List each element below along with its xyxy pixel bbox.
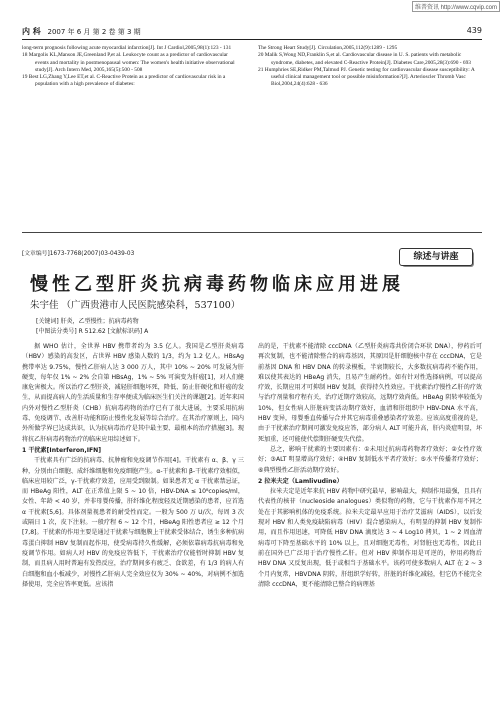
- intro-paragraph: 据 WHO 估计，全世界 HBV 携带者约为 3.5 亿人。我国是乙型肝炎病毒（HBV）感染的高发区，占世界 HBV 感染人数的 1/3，约为 1.2 亿人。HBsAg 携带率达 9.75%，慢性乙肝病人达 3 000 万人，其中 10% ~ 20% 可发展为肝硬变，每年仅 1% ~ 2% 会自第 HBsAg，1% ~ 5% 可演变为肝癌[1]，对人们健康危害极大。所以治疗乙型肝炎，减轻肝细胞坏死，降低、防止肝硬化和肝癌的发生，从而提高病人的生活质量和生存率便成为临床医生们关注的课题[2]。近年来国内外对慢性乙型肝炎（CHB）抗病毒药物的治疗已有了很大进展，主要采用抗病毒、免疫调节、改善肝功能和防止慢性化发展等综合治疗。在其治疗原则上，国内外所做学界已达成共识，认为抗病毒治疗是其中最主要、最根本的治疗措施[3]。现将抗乙肝病毒药物治疗的临床应用综述如下。: [22, 343, 244, 443]
- issue-info: 2007 年 6 月 第 2 卷 第 3 期: [47, 28, 141, 36]
- article-author: 朱宇佳 （广西贵港市人民医院感染科，537100）: [30, 300, 241, 311]
- section-heading: 2 拉米夫定（Lamlivudine）: [258, 477, 343, 485]
- reference-entry: 18 Margolis KL,Manson JE,Greenland P,et al. Leukocyte count as a predictor of cardiovascular events and mortality in postmenopausal women: The women's health initiative observational study[J]. Arch Intern Med, 2005,165(5):500 - 508: [22, 52, 235, 73]
- left-column: [22, 342, 244, 590]
- reference-entry: 19 Best LG,Zhang Y,Lee ET,et al. C-Reactive Protein as a predictor of cardiovascular risk in a population with a high prevalence of diabetes:: [22, 74, 226, 88]
- watermark: 维普资讯 http://www.cqvip.com: [412, 1, 500, 12]
- running-header: [22, 26, 482, 38]
- body-paragraph: 总之，影响干扰素的主要因素有：①未用过抗病毒药物者疗效好；②女性疗效好；③ALT 明显增高疗效好；④HBV 复制低水平者疗效好；⑤水平传播者疗效好；⑥典型慢性乙肝活动期疗效好。: [258, 445, 482, 474]
- reference-entry: 21 Humphries SE,Ridker PM,Talmud PJ. Genetic testing for cardiovascular disease susceptibility: A useful clinical management tool or possible misinformation?[J]. Arterioscler Thromb Vasc Biol,2004,24(4):628 - 636: [258, 66, 475, 88]
- body-paragraph: 干扰素具有广泛的抗病毒、抗肿瘤和免疫调节作用[4]。干扰素有 α、β、γ 三种，分别由白细胞、成纤维细胞和免疫细胞产生。α-干扰素和 β-干扰素疗效相似，临床应用较广泛，γ-干扰素疗效差，应用受到限制。如果患者无 α 干扰素禁忌证，而 HBeAg 阳性，ALT 在正常值上限 5 ~ 10 倍，HBV-DNA ≤ 10⁸copies/ml，女性、年龄 < 40 岁，并非母婴传播，肝纤维化程度轻及近期感染的患者，应首选 α 干扰素[5,6]。具体剂量视患者的耐受性而定。一般为 500 万 U/次，每周 3 次或隔日 1 次，皮下注射。一般疗程 6 ~ 12 个月，HBeAg 阳性患者应 ≥ 12 个月[7,8]。干扰素的作用主要是通过干扰素与细胞膜上干扰素受体结合，诱生多种抗病毒蛋白抑制 HBV 复制而起作用，使受病毒持久性缓解，必须依靠病毒抗病毒和免疫调节作用。如病人对 HBV 的免疫应答低下，干扰素治疗仅能暂时抑制 HBV 复制，而且病人用时普遍有发热反应，治疗期间多有疲乏、食欲差，有 1/3 的病人有白细胞和血小板减少，对慢性乙肝病人完全效应仅为 30% ~ 40%，对病例不加选择使用，完全应答率更低。应该指: [22, 457, 244, 588]
- references-left: [22, 45, 240, 89]
- references-right: [258, 45, 482, 89]
- keywords: [关键词] 肝炎，乙型慢性；抗病毒药物: [36, 318, 139, 325]
- reference-entry: The Strong Heart Study[J]. Circulation,2005,112(9):1289 - 1295: [258, 45, 398, 51]
- page-number: 439: [466, 26, 482, 35]
- separator-rule: [22, 232, 482, 233]
- section-badge: 综述与讲座: [399, 248, 473, 266]
- right-column: [258, 342, 482, 590]
- reference-entry: long-term prognosis following acute myocardial infarction[J]. Int J Cardiol,2005,98(1):123 - 131: [22, 45, 232, 51]
- classification: [中图法分类号] R 512.62 [文献标识码] A: [36, 328, 149, 335]
- reference-entry: 20 Malik S,Wong ND,Franklin S,et al. Cardiovascular disease in U. S. patients with metabolic syndrome, diabetes, and elevated C-Reactive Protein[J]. Diabetes Care,2005,28(3):690 - 693: [258, 52, 471, 66]
- body-paragraph: 拉米夫定是近年来抗 HBV 药物中研究最早，影响最大，抑制作用最强，且具有代表性的核苷（nucleoside analogues）类似物的药物，它与干扰素作用不同之处在于其影响机体的免疫系统。拉米夫定最早应用于治疗艾滋病（AIDS），以后发现对 HBV 和人类免疫缺陷病毒（HIV）混合感染病人，有明显的抑制 HBV 复制作用，而且作用迅速，可降低 HBV DNA 滴度达 3 ~ 4 Log10 拷贝，1 ~ 2 周血清病毒可下降至基础水平的 10% 以上，且对细胞无毒性，对肾脏也无毒性，因此日前在国外已广泛用于治疗慢性乙肝。但对 HBV 抑制作用是可逆的，停用药物后 HBV DNA 又反复出现，低于或相当于基础水平。该药可使多数病人 ALT 在 2 ~ 3 个月内复常，HBVDNA 阴转，肝组织学好转，肝脏的纤维化减轻，但它仍不能完全清除 cccDNA，更不能清除已整合的病理基: [258, 488, 482, 588]
- journal-name: 内 科: [22, 27, 41, 36]
- header-rule: [22, 39, 482, 40]
- section-heading: 1 干扰素[Interferon,IFN]: [22, 446, 102, 454]
- article-id: [文章编号]1673-7768(2007)03-0439-03: [22, 251, 135, 257]
- article-title: 慢性乙型肝炎抗病毒药物临床应用进展: [30, 274, 404, 295]
- body-paragraph: 出的是，干扰素不能清除 cccDNA（乙型肝炎病毒共价闭合环状 DNA），停药后可再次复制，也不能清除整合的病毒基因，其原因是肝细胞核中存在 cccDNA，它是前基因 DNA 和 HBV DNA 的转录模板，半衰期较长，大多数抗病毒药不能作用，难以使其表达的 HBeAg 消失，且易产生耐药性。如有针对性选择病例，可以提高疗效，长期应用才可抑制 HBV 复制，获得持久性效应。干扰素治疗慢性乙肝的疗效与治疗剂量和疗程有关，治疗近期疗效较高，远期疗效尚低。HBeAg 阴转率较低为 10%，但女性病人肝脏病变活动期疗效好，血清和肝组织中 HBV-DNA 水平高，HBV 变异，母婴垂直传播与合并其它病毒重叠感染者疗效差。应该高度重视的是，由于干扰素治疗期间可激发免疫应答，部分病人 ALT 可能升高，肝内炎症明显，坏死加重，还可能使代偿期肝硬变失代偿。: [258, 343, 482, 443]
